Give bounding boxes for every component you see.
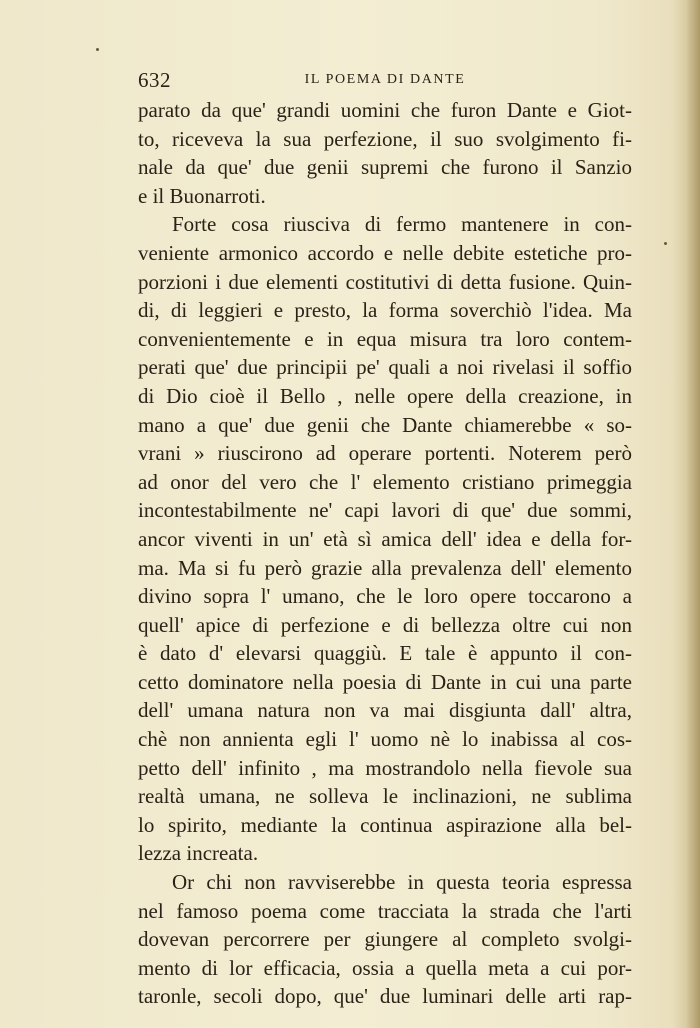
- page-header: [138, 68, 632, 92]
- text-line: to, riceveva la sua perfezione, il suo svolgimento fi-: [138, 126, 632, 151]
- text-line: nel famoso poema come tracciata la strada che l'arti: [138, 898, 632, 923]
- text-line: nale da que' due genii supremi che furono il Sanzio: [138, 155, 632, 180]
- page-edge-shadow: [686, 0, 700, 1028]
- text-line: lezza increata.: [138, 841, 259, 866]
- body-text: [138, 96, 632, 1011]
- text-line: di, di leggieri e presto, la forma soverchiò l'idea. Ma: [138, 298, 632, 323]
- text-line: ancor viventi in un' età sì amica dell' idea e della for-: [138, 526, 632, 551]
- text-line: parato da que' grandi uomini che furon Dante e Giot-: [138, 98, 632, 122]
- text-line: Or chi non ravviserebbe in questa teoria espressa: [172, 870, 632, 895]
- text-line: taronle, secoli dopo, que' due luminari delle arti rap-: [138, 984, 632, 1009]
- text-line: e il Buonarroti.: [138, 183, 266, 208]
- text-line: dell' umana natura non va mai disgiunta dall' altra,: [138, 698, 632, 723]
- text-line: petto dell' infinito , ma mostrandolo nella fievole sua: [138, 755, 632, 780]
- text-line: cetto dominatore nella poesia di Dante in cui una parte: [138, 669, 632, 694]
- page-number: 632: [138, 68, 171, 92]
- text-line: incontestabilmente ne' capi lavori di que' due sommi,: [138, 498, 632, 523]
- text-line: realtà umana, ne solleva le inclinazioni, ne sublima: [138, 784, 632, 809]
- text-line: vrani » riuscirono ad operare portenti. Noterem però: [138, 441, 632, 466]
- text-line: Forte cosa riusciva di fermo mantenere in con-: [172, 212, 632, 237]
- text-line: perati que' due principii pe' quali a noi rivelasi il soffio: [138, 355, 632, 380]
- running-title: IL POEMA DI DANTE: [304, 72, 466, 87]
- text-line: convenientemente e in equa misura tra loro contem-: [138, 326, 632, 351]
- text-line: divino sopra l' umano, che le loro opere toccarono a: [138, 584, 632, 609]
- text-line: chè non annienta egli l' uomo nè lo inabissa al cos-: [138, 727, 632, 752]
- paper-speck: [96, 48, 99, 51]
- text-line: mento di lor efficacia, ossia a quella meta a cui por-: [138, 955, 632, 980]
- text-line: quell' apice di perfezione e di bellezza oltre cui non: [138, 612, 632, 637]
- text-line: veniente armonico accordo e nelle debite estetiche pro-: [138, 240, 632, 265]
- text-line: dovevan percorrere per giungere al completo svolgi-: [138, 927, 632, 952]
- text-line: porzioni i due elementi costitutivi di detta fusione. Quin-: [138, 269, 632, 294]
- text-line: mano a que' due genii che Dante chiamerebbe « so-: [138, 412, 632, 437]
- text-line: lo spirito, mediante la continua aspirazione alla bel-: [138, 812, 632, 837]
- text-line: ad onor del vero che l' elemento cristiano primeggia: [138, 469, 632, 494]
- text-line: di Dio cioè il Bello , nelle opere della creazione, in: [138, 383, 632, 408]
- text-line: ma. Ma si fu però grazie alla prevalenza dell' elemento: [138, 555, 632, 580]
- text-line: è dato d' elevarsi quaggiù. E tale è appunto il con-: [138, 641, 632, 666]
- paper-speck: [664, 242, 667, 245]
